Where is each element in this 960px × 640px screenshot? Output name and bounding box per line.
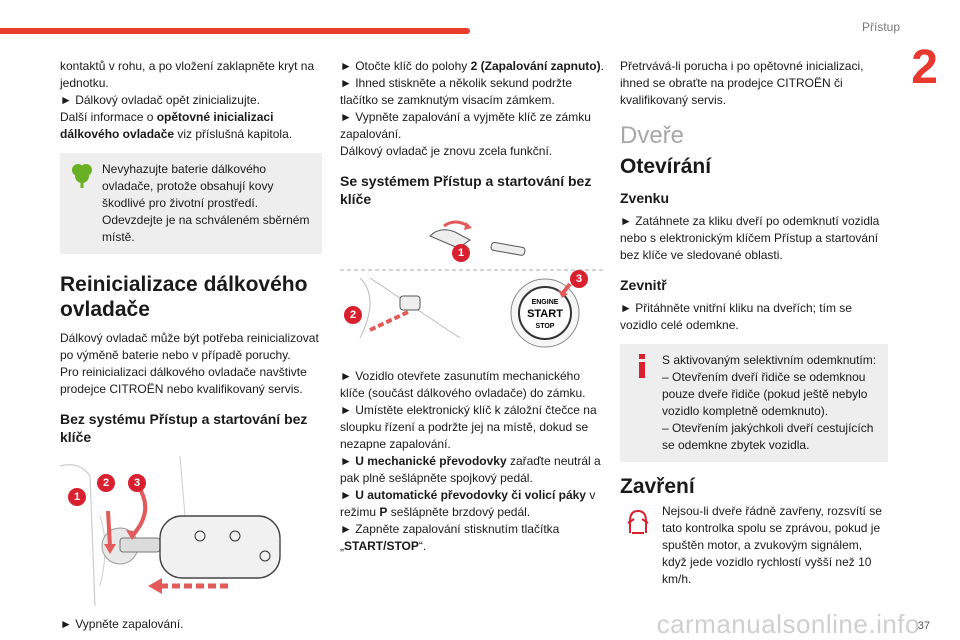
step: ► Umístěte elektronický klíč k záložní čtečce na sloupku řízení a podržte jej na místě, dokud se nezapne zapalování. [340, 402, 605, 453]
warning-paragraph [620, 503, 888, 588]
step: ► Vypněte zapalování. [60, 616, 322, 633]
callout-1: 1 [68, 488, 86, 506]
callout-2: 2 [97, 474, 115, 492]
step: ► U automatické převodovky či volicí páky v režimu P sešlápněte brzdový pedál. [340, 487, 605, 521]
column-2 [340, 58, 605, 555]
column-3 [620, 58, 888, 588]
key-illustration [60, 456, 322, 606]
info-icon [628, 352, 656, 380]
engine-label: ENGINE [531, 299, 559, 306]
callout-3: 3 [570, 270, 588, 288]
header-title: Přístup [861, 20, 900, 34]
chapter-section-heading: Dveře [620, 122, 685, 149]
top-accent-bar [0, 28, 470, 34]
callout-1: 1 [452, 244, 470, 262]
step: ► Vozidlo otevřete zasunutím mechanického klíče (součást dálkového ovladače) do zámku. [340, 368, 605, 402]
info-note [620, 344, 888, 462]
stop-label: STOP [535, 323, 555, 330]
section-heading: Zavření [620, 475, 695, 498]
info-text: – Otevřením jakýchkoli dveří cestujících se odemkne zbytek vozidla. [662, 421, 874, 452]
section-heading: Reinicializace dálkového ovladače [60, 273, 308, 321]
step: ► Zapněte zapalování stisknutím tlačítka „START/STOP“. [340, 521, 605, 555]
callout-2: 2 [344, 306, 362, 324]
watermark: carmanualsonline.info [656, 609, 920, 639]
step: ► Přitáhněte vnitřní kliku na dveřích; tím se vozidlo celé odemkne. [620, 300, 888, 334]
paragraph: Nejsou-li dveře řádně zavřeny, rozsvítí se tato kontrolka spolu se zprávou, pokud je spuštěn motor, a zvukovým signálem, když jede vozidlo rychlostí vyšší než 10 km/h. [662, 504, 882, 586]
step: ► Zatáhnete za kliku dveří po odemknutí vozidla nebo s elektronickým klíčem Přístup a startování bez klíče ve sledované oblasti. [620, 213, 888, 264]
paragraph: kontaktů v rohu, a po vložení zaklapněte kryt na jednotku. [60, 59, 315, 90]
keyless-start-drawing [340, 218, 605, 358]
keyless-illustration [340, 218, 605, 358]
step: ► Vypněte zapalování a vyjměte klíč ze zámku zapalování. [340, 109, 605, 143]
info-text: S aktivovaným selektivním odemknutím: [662, 353, 877, 367]
subsection-heading: Bez systému Přístup a startování bez klíče [60, 411, 308, 445]
page-number: 37 [917, 620, 930, 632]
info-text: – Otevřením dveří řidiče se odemknou pouze dveře řidiče (pokud ještě nebylo vozidlo kompletně odemknuto). [662, 370, 868, 418]
paragraph: Dálkový ovladač může být potřeba reinicializovat po výměně baterie nebo v případě poruchy. [60, 331, 319, 362]
section-heading: Otevírání [620, 155, 712, 178]
door-open-warning-icon [620, 503, 656, 539]
start-label: START [527, 308, 563, 320]
note-text: Nevyhazujte baterie dálkového ovladače, protože obsahují kovy škodlivé pro životní prostředí. Odevzdejte je na schváleném sběrném místě. [102, 162, 310, 244]
subsection-heading: Se systémem Přístup a startování bez klíče [340, 173, 592, 207]
chapter-number: 2 [911, 41, 938, 94]
paragraph: Přetrvává-li porucha i po opětovné inicializaci, ihned se obraťte na prodejce CITROËN či kvalifikovaný servis. [620, 59, 864, 107]
paragraph: Dálkový ovladač je znovu zcela funkční. [340, 144, 553, 158]
tree-icon [68, 161, 96, 189]
paragraph: Další informace o opětovné inicializaci dálkového ovladače viz příslušná kapitola. [60, 110, 293, 141]
step: ► Otočte klíč do polohy 2 (Zapalování zapnuto). [340, 58, 605, 75]
step: ► Dálkový ovladač opět zinicializujte. [60, 92, 322, 109]
step: ► Ihned stiskněte a několik sekund podržte tlačítko se zamknutým visacím zámkem. [340, 75, 605, 109]
callout-3: 3 [128, 474, 146, 492]
step: ► U mechanické převodovky zařaďte neutrál a pak plně sešlápněte spojkový pedál. [340, 453, 605, 487]
subsection-heading: Zvenku [620, 190, 670, 206]
paragraph: Pro reinicializaci dálkového ovladače navštivte prodejce CITROËN nebo kvalifikovaný servis. [60, 365, 307, 396]
subsection-heading: Zevnitř [620, 277, 667, 293]
environment-note [60, 153, 322, 254]
column-1 [60, 58, 322, 633]
